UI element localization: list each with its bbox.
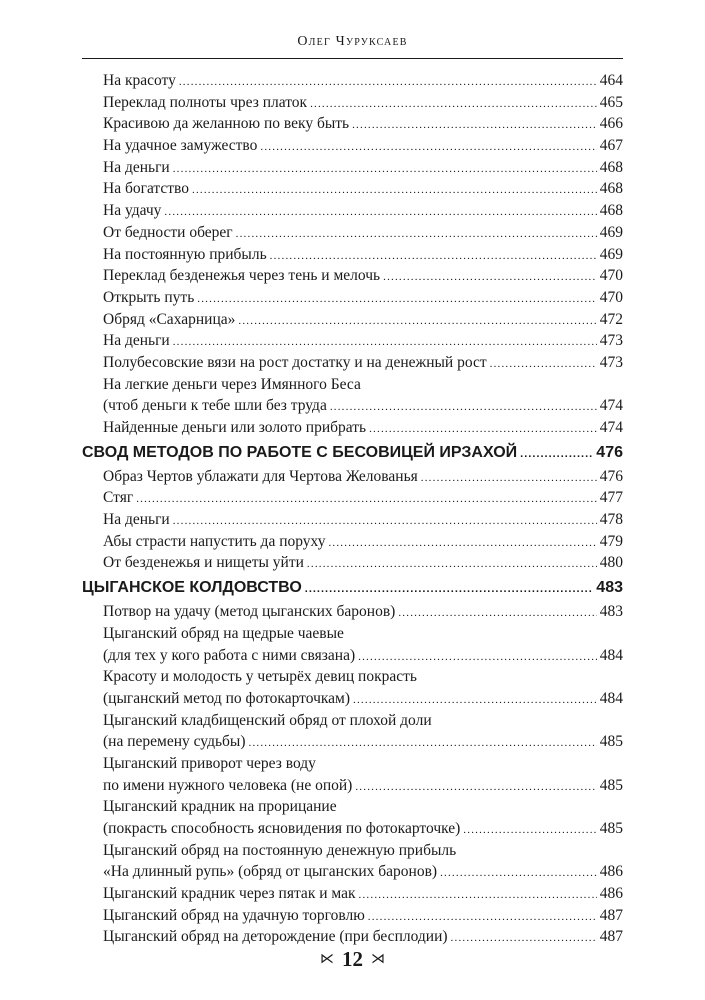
toc-entry-page: 477 (599, 489, 623, 507)
toc-entry-title: (на перемену судьбы) (103, 733, 246, 751)
toc-entry (82, 623, 623, 645)
running-header: Олег Чуруксаев (297, 34, 408, 49)
table-of-contents (82, 70, 623, 948)
header-rule (82, 58, 623, 59)
toc-entry (82, 200, 623, 222)
dot-leader (330, 397, 597, 419)
toc-entry (82, 710, 623, 732)
toc-entry-page: 468 (599, 202, 623, 220)
dot-leader (136, 489, 597, 511)
toc-entry-page: 483 (596, 579, 623, 597)
toc-entry-title: От бедности оберег (103, 223, 233, 241)
toc-entry (82, 775, 623, 797)
toc-entry (82, 222, 623, 244)
toc-entry-title: Переклад безденежья через тень и мелочь (103, 267, 381, 285)
dot-leader (352, 115, 597, 137)
toc-entry (82, 466, 623, 488)
toc-entry-title: Цыганский крадник на прорицание (103, 798, 337, 816)
toc-entry (82, 688, 623, 710)
toc-entry-title: ЦЫГАНСКОЕ КОЛДОВСТВО (82, 579, 302, 597)
toc-entry-page: 480 (599, 554, 623, 572)
toc-entry-title: (цыганский метод по фотокарточкам) (103, 689, 351, 707)
toc-entry-page: 485 (599, 776, 623, 794)
toc-entry (82, 601, 623, 623)
toc-entry-title: На постоянную прибыль (103, 245, 267, 263)
toc-entry-page: 469 (599, 223, 623, 241)
toc-entry-title: Переклад полноты чрез платок (103, 93, 308, 111)
toc-entry-title: Красивою да желанною по веку быть (103, 115, 350, 133)
dot-leader (238, 311, 596, 333)
dot-leader (179, 72, 597, 94)
toc-entry-title: Цыганский обряд на удачную торговлю (103, 906, 365, 924)
toc-entry-page: 474 (599, 397, 623, 415)
toc-entry (82, 840, 623, 862)
toc-entry (82, 818, 623, 840)
dot-leader (249, 733, 597, 755)
toc-entry-title: На красоту (103, 72, 176, 89)
toc-entry-title: Образ Чертов ублажати для Чертова Желованья (103, 467, 418, 485)
dot-leader (270, 246, 597, 268)
toc-entry (82, 552, 623, 574)
toc-entry-title: Цыганский обряд на щедрые чаевые (103, 624, 344, 642)
toc-entry (82, 287, 623, 309)
toc-entry (82, 666, 623, 688)
toc-entry-title: Открыть путь (103, 288, 195, 306)
page-footer (0, 947, 705, 972)
toc-entry-page: 465 (599, 93, 623, 111)
toc-entry-page: 468 (599, 180, 623, 198)
toc-entry-page: 484 (599, 646, 623, 664)
toc-entry-page: 472 (599, 310, 623, 328)
toc-entry (82, 861, 623, 883)
dot-leader (440, 863, 597, 885)
toc-entry (82, 796, 623, 818)
toc-entry-page: 470 (599, 267, 623, 285)
toc-entry (82, 244, 623, 266)
dot-leader (355, 777, 596, 799)
toc-entry-title: Абы страсти напустить да поруху (103, 532, 326, 550)
toc-entry-title: Найденные деньги или золото прибрать (103, 419, 367, 436)
toc-entry (82, 417, 623, 439)
toc-entry-page: 483 (599, 603, 623, 621)
toc-entry-page: 469 (599, 245, 623, 263)
toc-entry-page: 479 (599, 532, 623, 550)
toc-entry-title: по имени нужного человека (не опой) (103, 776, 353, 794)
toc-entry (82, 157, 623, 179)
toc-entry-title: Цыганский обряд на постоянную денежную прибыль (103, 841, 457, 859)
toc-entry-title: Полубесовские вязи на рост достатку и на денежный рост (103, 353, 487, 371)
toc-entry-title: На деньги (103, 511, 170, 529)
dot-leader (383, 267, 597, 289)
dot-leader (173, 511, 597, 533)
toc-entry (82, 395, 623, 417)
toc-entry-page: 476 (596, 443, 623, 461)
toc-entry-page: 484 (599, 689, 623, 707)
toc-entry (82, 374, 623, 396)
toc-entry (82, 330, 623, 352)
toc-entry-title: На легкие деньги через Имянного Беса (103, 375, 361, 393)
toc-entry (82, 926, 623, 948)
dot-leader (310, 94, 597, 116)
left-ornament-icon: ⋉ (320, 952, 334, 967)
dot-leader (353, 690, 597, 712)
toc-entry (82, 352, 623, 374)
dot-leader (173, 159, 597, 181)
toc-entry (82, 135, 623, 157)
toc-entry-title: (для тех у кого работа с ними связана) (103, 646, 356, 664)
dot-leader (192, 180, 597, 202)
toc-entry-page: 485 (599, 820, 623, 837)
toc-entry-page: 464 (599, 72, 623, 89)
toc-entry-title: Потвор на удачу (метод цыганских баронов) (103, 603, 396, 621)
toc-entry (82, 753, 623, 775)
toc-entry-page: 476 (599, 467, 623, 485)
dot-leader (197, 289, 596, 311)
toc-entry (82, 178, 623, 200)
toc-section-heading (82, 439, 623, 466)
toc-section-heading (82, 574, 623, 601)
toc-entry-page: 487 (599, 906, 623, 924)
page-number: 12 (342, 947, 363, 971)
toc-entry-title: На деньги (103, 158, 170, 176)
toc-entry-page: 486 (599, 863, 623, 881)
toc-entry-title: На удачное замужество (103, 137, 258, 155)
toc-entry-page: 467 (599, 137, 623, 155)
dot-leader (260, 137, 596, 159)
toc-entry (82, 113, 623, 135)
toc-entry (82, 265, 623, 287)
toc-entry-title: (чтоб деньги к тебе шли без труда (103, 397, 327, 415)
toc-entry-title: Цыганский обряд на деторождение (при бесплодии) (103, 928, 448, 946)
toc-entry (82, 487, 623, 509)
dot-leader (359, 885, 597, 907)
dot-leader (398, 603, 596, 625)
toc-entry-title: Цыганский кладбищенский обряд от плохой доли (103, 711, 432, 729)
toc-entry-page: 473 (599, 332, 623, 350)
toc-entry (82, 70, 623, 92)
toc-entry-title: От безденежья и нищеты уйти (103, 554, 304, 572)
toc-entry (82, 905, 623, 927)
toc-entry-page: 487 (599, 928, 623, 946)
dot-leader (328, 533, 596, 555)
toc-entry-title: (покрасть способность ясновидения по фотокарточке) (103, 820, 461, 837)
toc-entry-title: Стяг (103, 489, 134, 507)
dot-leader (369, 419, 597, 441)
dot-leader (305, 576, 594, 603)
toc-entry (82, 309, 623, 331)
toc-entry-title: «На длинный рупь» (обряд от цыганских баронов) (103, 863, 438, 881)
toc-entry-page: 473 (599, 353, 623, 371)
toc-entry-page: 466 (599, 115, 623, 133)
toc-entry-title: Красоту и молодость у четырёх девиц покрасть (103, 668, 417, 686)
toc-entry (82, 509, 623, 531)
right-ornament-icon: ⋊ (371, 952, 385, 967)
toc-entry (82, 883, 623, 905)
dot-leader (368, 907, 597, 929)
toc-entry (82, 92, 623, 114)
toc-entry (82, 731, 623, 753)
dot-leader (173, 332, 597, 354)
dot-leader (490, 354, 597, 376)
dot-leader (520, 441, 593, 468)
dot-leader (236, 224, 597, 246)
toc-entry-title: Обряд «Сахарница» (103, 310, 236, 328)
dot-leader (307, 554, 597, 576)
toc-entry-title: На удачу (103, 202, 162, 220)
toc-entry-title: Цыганский приворот через воду (103, 754, 316, 772)
dot-leader (358, 647, 597, 669)
dot-leader (164, 202, 596, 224)
toc-entry-page: 470 (599, 288, 623, 306)
toc-entry (82, 531, 623, 553)
toc-entry-title: На богатство (103, 180, 189, 198)
toc-entry-page: 474 (599, 419, 623, 436)
toc-entry (82, 645, 623, 667)
toc-entry-title: Цыганский крадник через пятак и мак (103, 885, 356, 903)
dot-leader (463, 820, 596, 842)
toc-entry-page: 486 (599, 885, 623, 903)
toc-entry-title: СВОД МЕТОДОВ ПО РАБОТЕ С БЕСОВИЦЕЙ ИРЗАХОЙ (82, 443, 518, 461)
toc-entry-page: 468 (599, 158, 623, 176)
toc-entry-page: 485 (599, 733, 623, 751)
toc-entry-title: На деньги (103, 332, 170, 350)
toc-entry-page: 478 (599, 511, 623, 529)
dot-leader (421, 468, 597, 490)
